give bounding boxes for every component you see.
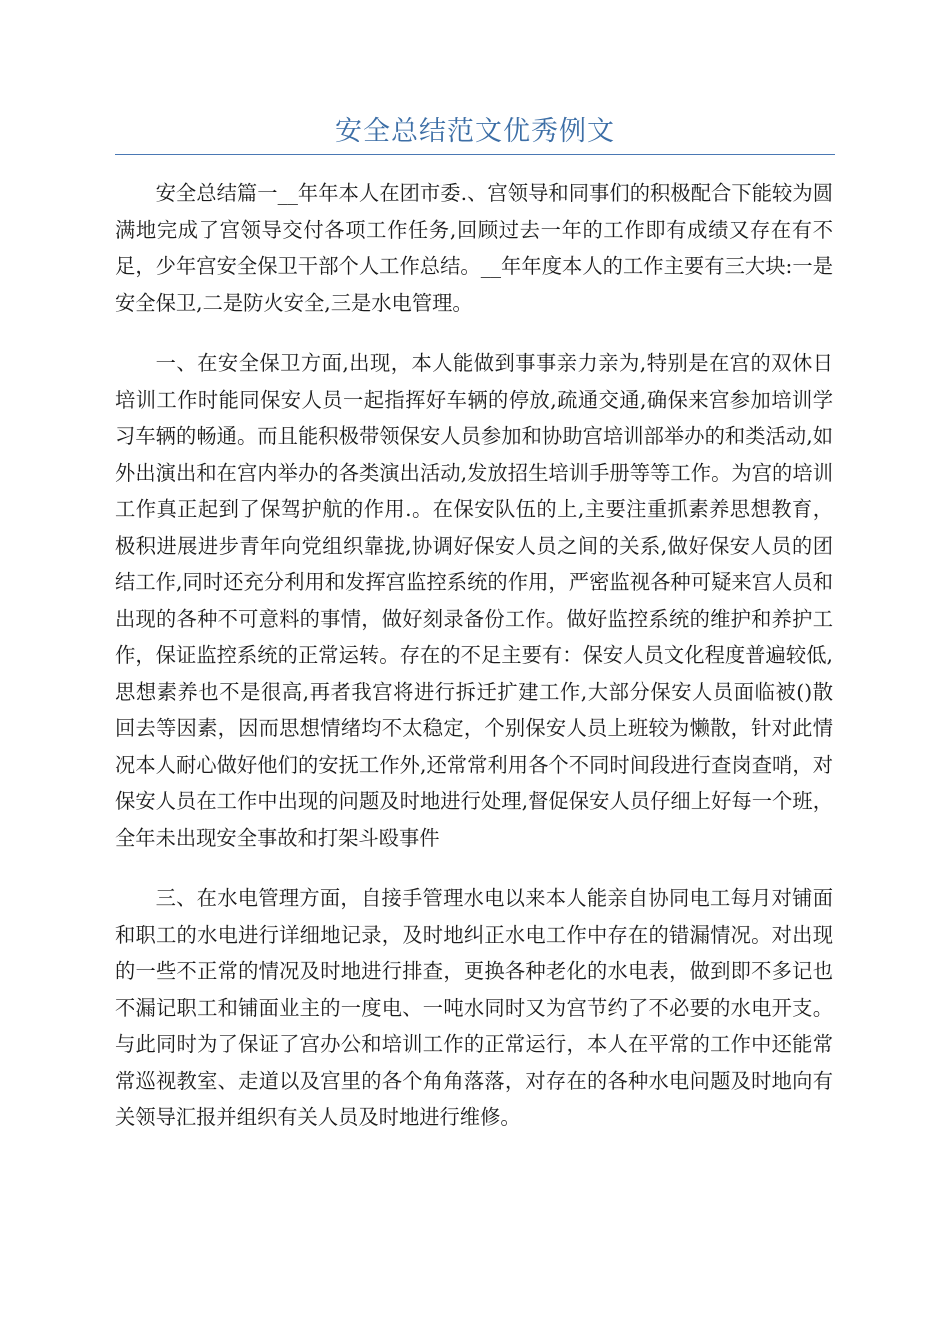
paragraph-security: 一、在安全保卫方面,出现，本人能做到事事亲力亲为,特别是在宫的双休日培训工作时能同保安人员一起指挥好车辆的停放,疏通交通,确保来宫参加培训学习车辆的畅通。而且能积极带领保安人员参加和协助宫培训部举办的和类活动,如外出演出和在宫内举办的各类演出活动,发放招生培训手册等等工作。为宫的培训工作真正起到了保驾护航的作用.。在保安队伍的上,主要注重抓素养思想教育，极积进展进步青年向党组织靠拢,协调好保安人员之间的关系,做好保安人员的团结工作,同时还充分利用和发挥宫监控系统的作用，严密监视各种可疑来宫人员和出现的各种不可意料的事情，做好刻录备份工作。做好监控系统的维护和养护工作，保证监控系统的正常运转。存在的不足主要有：保安人员文化程度普遍较低,思想素养也不是很高,再者我宫将进行拆迁扩建工作,大部分保安人员面临被()散回去等因素，因而思想情绪均不太稳定，个别保安人员上班较为懒散，针对此情况本人耐心做好他们的安抚工作外,还常常利用各个不同时间段进行查岗查哨，对保安人员在工作中出现的问题及时地进行处理,督促保安人员仔细上好每一个班，全年未出现安全事故和打架斗殴事件	[115, 351, 833, 850]
title-divider	[115, 154, 835, 155]
document-body	[115, 175, 833, 1160]
document-title: 安全总结范文优秀例文	[335, 116, 615, 147]
paragraph-intro: 安全总结篇一__年年本人在团市委.、宫领导和同事们的积极配合下能较为圆满地完成了宫领导交付各项工作任务,回顾过去一年的工作即有成绩又存在有不足，少年宫安全保卫干部个人工作总结。__年年度本人的工作主要有三大块:一是安全保卫,二是防火安全,三是水电管理。	[115, 181, 833, 315]
paragraph-utilities: 三、在水电管理方面，自接手管理水电以来本人能亲自协同电工每月对铺面和职工的水电进行详细地记录，及时地纠正水电工作中存在的错漏情况。对出现的一些不正常的情况及时地进行排查，更换各种老化的水电表，做到即不多记也不漏记职工和铺面业主的一度电、一吨水同时又为宫节约了不必要的水电开支。与此同时为了保证了宫办公和培训工作的正常运行，本人在平常的工作中还能常常巡视教室、走道以及宫里的各个角角落落，对存在的各种水电问题及时地向有关领导汇报并组织有关人员及时地进行维修。	[115, 886, 833, 1129]
